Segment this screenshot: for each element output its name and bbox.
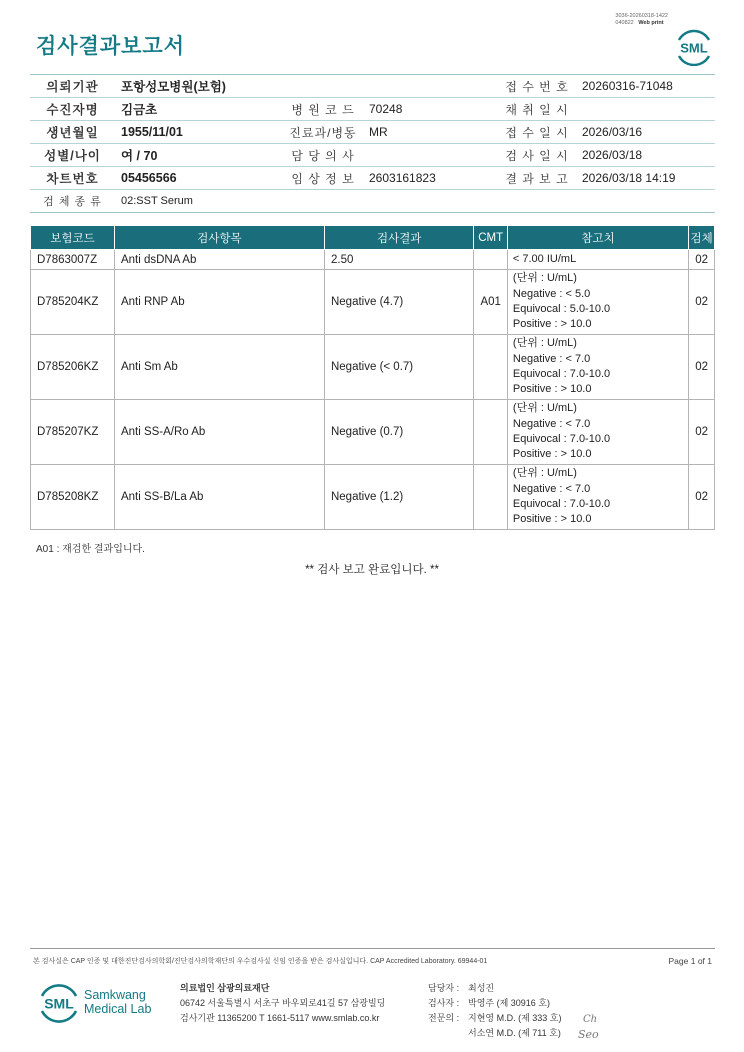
table-row — [31, 250, 715, 270]
row-item: Anti SS-B/La Ab — [114, 465, 324, 530]
receipt-date-label: 접 수 일 시 — [498, 121, 576, 144]
patient-value: 김금초 — [115, 98, 283, 121]
staff-name: 박영주 (제 30916 호) — [468, 998, 550, 1008]
report-date-label: 결 과 보 고 — [498, 167, 576, 190]
footer-divider — [30, 948, 715, 949]
print-code-id: 040822 — [615, 20, 634, 26]
clinical-label: 임 상 정 보 — [283, 167, 363, 190]
reference-negative: Negative : < 5.0 — [512, 287, 591, 300]
chart-no-label: 차트번호 — [30, 167, 115, 190]
staff-role: 담당자 : — [428, 983, 460, 993]
reference-unit: (단위 : U/mL) — [512, 337, 577, 350]
header-cmt: CMT — [474, 226, 507, 250]
table-row — [31, 400, 715, 465]
hospital-code-value: 70248 — [363, 98, 498, 121]
table-row — [31, 465, 715, 530]
reference-equivocal: Equivocal : 7.0-10.0 — [512, 368, 611, 380]
row-specimen: 02 — [689, 465, 715, 530]
table-row — [31, 270, 715, 335]
sex-age-label: 성별/나이 — [30, 144, 115, 167]
page-number: Page 1 of 1 — [668, 956, 712, 966]
row-code: D785207KZ — [31, 400, 115, 465]
row-specimen: 02 — [689, 335, 715, 400]
requester-label: 의뢰기관 — [30, 75, 115, 98]
row-reference — [507, 335, 688, 400]
row-specimen: 02 — [689, 400, 715, 465]
footer-logo-text: SML — [44, 995, 74, 1012]
header-item: 검사항목 — [114, 226, 324, 250]
row-item: Anti Sm Ab — [114, 335, 324, 400]
web-print-label: Web print — [638, 20, 664, 26]
results-table — [30, 226, 715, 530]
dept-label: 진료과/병동 — [283, 121, 363, 144]
org-name: 의료법인 삼광의료재단 — [180, 983, 270, 993]
reference-equivocal: Equivocal : 7.0-10.0 — [512, 433, 611, 445]
specimen-value: 02:SST Serum — [115, 190, 715, 213]
reference-positive: Positive : > 10.0 — [512, 383, 592, 396]
brand-name — [84, 988, 151, 1016]
hospital-code-label: 병 원 코 드 — [283, 98, 363, 121]
specimen-label: 검 체 종 류 — [30, 190, 115, 213]
patient-info-table — [30, 74, 715, 213]
row-item: Anti dsDNA Ab — [114, 250, 324, 270]
row-code: D785208KZ — [31, 465, 115, 530]
reference-unit: (단위 : U/mL) — [512, 467, 577, 480]
staff-role: 검사자 : — [428, 998, 460, 1008]
reference-negative: Negative : < 7.0 — [512, 352, 591, 365]
reference-positive: Positive : > 10.0 — [512, 318, 592, 331]
report-title: 검사결과보고서 — [36, 35, 186, 58]
staff-role: 전문의 : — [428, 1013, 460, 1023]
collect-date-value — [576, 98, 715, 121]
org-info — [180, 981, 385, 1026]
cmt-note: A01 : 재검한 결과입니다. — [36, 544, 145, 555]
signature-2: Seo — [578, 1028, 599, 1041]
row-result: Negative (< 0.7) — [324, 335, 473, 400]
header-code: 보험코드 — [31, 226, 115, 250]
row-code: D7863007Z — [31, 250, 115, 270]
reference-equivocal: Equivocal : 7.0-10.0 — [512, 498, 611, 510]
row-specimen: 02 — [689, 250, 715, 270]
collect-date-label: 채 취 일 시 — [498, 98, 576, 121]
staff-info — [428, 981, 561, 1041]
row-item: Anti SS-A/Ro Ab — [114, 400, 324, 465]
reference-positive: Positive : > 10.0 — [512, 513, 592, 526]
row-cmt: A01 — [474, 270, 507, 335]
staff-name: 지현영 M.D. (제 333 호) — [468, 1013, 562, 1023]
row-code: D785206KZ — [31, 335, 115, 400]
reference-unit: (단위 : U/mL) — [512, 272, 577, 285]
sml-footer-logo-icon — [36, 980, 82, 1026]
dob-label: 생년월일 — [30, 121, 115, 144]
table-row — [31, 335, 715, 400]
receipt-no-label: 접 수 번 호 — [498, 75, 576, 98]
row-cmt — [474, 400, 507, 465]
row-result: Negative (0.7) — [324, 400, 473, 465]
signature-1: Ch — [583, 1014, 598, 1025]
dob-value: 1955/11/01 — [115, 121, 283, 144]
row-reference — [507, 270, 688, 335]
header-result: 검사결과 — [324, 226, 473, 250]
report-date-value: 2026/03/18 14:19 — [576, 167, 715, 190]
row-cmt — [474, 465, 507, 530]
reference-equivocal: Equivocal : 5.0-10.0 — [512, 303, 611, 315]
test-date-label: 검 사 일 시 — [498, 144, 576, 167]
requester-value: 포항성모병원(보험) — [115, 75, 498, 98]
staff-name: 서소연 M.D. (제 711 호) — [468, 1028, 561, 1038]
receipt-no-value: 20260316-71048 — [576, 75, 715, 98]
results-header-row — [31, 226, 715, 250]
reference-line: < 7.00 IU/mL — [512, 252, 577, 265]
reference-negative: Negative : < 7.0 — [512, 417, 591, 430]
reference-unit: (단위 : U/mL) — [512, 402, 577, 415]
row-cmt — [474, 250, 507, 270]
row-result: 2.50 — [324, 250, 473, 270]
row-result: Negative (4.7) — [324, 270, 473, 335]
header-specimen: 검체 — [689, 226, 715, 250]
certification-text: 본 검사실은 CAP 인증 및 대한진단검사의학회/진단검사의학재단의 우수검사실 신임 인증을 받은 검사실입니다. CAP Accredited Laboratory. 69944-01 — [33, 958, 488, 965]
row-reference — [507, 250, 688, 270]
sex-age-value: 여 / 70 — [115, 144, 283, 167]
row-item: Anti RNP Ab — [114, 270, 324, 335]
sml-logo-icon — [672, 26, 716, 66]
receipt-date-value: 2026/03/16 — [576, 121, 715, 144]
header-reference: 참고치 — [507, 226, 688, 250]
row-cmt — [474, 335, 507, 400]
row-code: D785204KZ — [31, 270, 115, 335]
print-code — [615, 13, 668, 27]
print-code-line1: 3036-20260318-1422 — [615, 13, 668, 19]
reference-negative: Negative : < 7.0 — [512, 482, 591, 495]
logo-text: SML — [680, 40, 708, 56]
brand-line1: Samkwang — [84, 988, 146, 1002]
reference-positive: Positive : > 10.0 — [512, 448, 592, 461]
org-address: 06742 서울특별시 서초구 바우뫼로41길 57 삼광빌딩 — [180, 998, 386, 1008]
row-result: Negative (1.2) — [324, 465, 473, 530]
dept-value: MR — [363, 121, 498, 144]
signature-image — [578, 1008, 618, 1042]
test-date-value: 2026/03/18 — [576, 144, 715, 167]
row-reference — [507, 400, 688, 465]
doctor-value — [363, 144, 498, 167]
patient-label: 수진자명 — [30, 98, 115, 121]
brand-line2: Medical Lab — [84, 1002, 152, 1016]
clinical-value: 2603161823 — [363, 167, 498, 190]
chart-no-value: 05456566 — [115, 167, 283, 190]
staff-name: 최성진 — [468, 983, 495, 993]
row-reference — [507, 465, 688, 530]
row-specimen: 02 — [689, 270, 715, 335]
report-complete-text: ** 검사 보고 완료입니다. ** — [305, 564, 439, 576]
doctor-label: 담 당 의 사 — [283, 144, 363, 167]
org-contact: 검사기관 11365200 T 1661-5117 www.smlab.co.kr — [180, 1013, 380, 1023]
